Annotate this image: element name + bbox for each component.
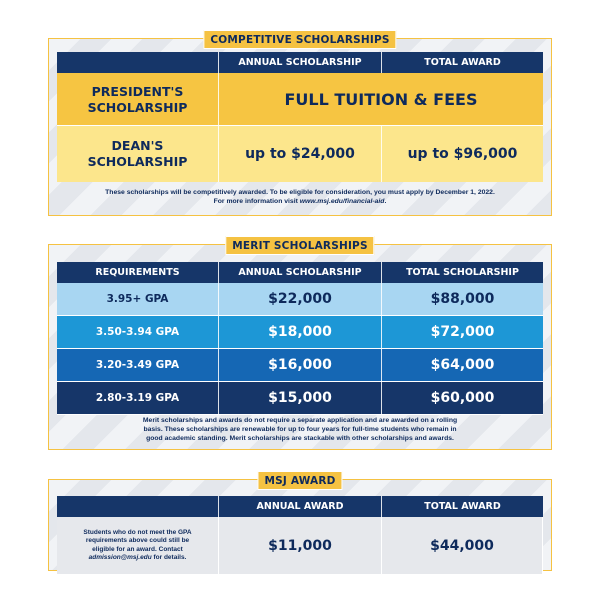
header-annual-award: ANNUAL AWARD	[219, 496, 382, 517]
merit-note	[57, 416, 543, 443]
total-amount: $72,000	[430, 324, 495, 340]
competitive-note-line2	[57, 197, 543, 206]
presidents-scholarship-row	[57, 73, 543, 126]
table-row	[57, 316, 543, 349]
table-header-row	[57, 52, 543, 73]
competitive-scholarships-title: COMPETITIVE SCHOLARSHIPS	[203, 30, 396, 49]
presidents-award: FULL TUITION & FEES	[284, 90, 478, 109]
competitive-note-line1: These scholarships will be competitively awarded. To be eligible for consideration, you must apply by December 1, 2022.	[105, 189, 495, 196]
msj-note-line2: requirements above could still be	[85, 537, 190, 544]
header-total-award: TOTAL AWARD	[424, 57, 501, 68]
header-total-scholarship: TOTAL SCHOLARSHIP	[406, 267, 519, 278]
competitive-note	[57, 188, 543, 206]
merit-scholarships-title: MERIT SCHOLARSHIPS	[225, 236, 374, 255]
gpa-requirement: 3.50-3.94 GPA	[57, 316, 219, 348]
deans-scholarship-name	[57, 126, 219, 182]
total-amount: $60,000	[430, 390, 495, 406]
table-header-row	[57, 262, 543, 283]
deans-total-amount: up to $96,000	[407, 146, 518, 162]
merit-note-line3: good academic standing. Merit scholarships are stackable with other scholarships and awards.	[146, 435, 454, 442]
gpa-requirement: 3.20-3.49 GPA	[57, 349, 219, 381]
table-row	[57, 283, 543, 316]
presidents-name-line1: PRESIDENT'S	[91, 83, 184, 99]
header-requirements: REQUIREMENTS	[57, 262, 219, 283]
merit-scholarships-table	[57, 262, 543, 415]
msj-award-row	[57, 517, 543, 574]
gpa-requirement: 2.80-3.19 GPA	[57, 382, 219, 414]
deans-annual-amount: up to $24,000	[219, 126, 382, 182]
admission-email-link[interactable]: admission@msj.edu	[88, 554, 152, 561]
merit-note-line1: Merit scholarships and awards do not require a separate application and are awarded on a rolling	[142, 417, 458, 424]
msj-award-panel	[48, 475, 552, 571]
competitive-note-prefix: For more information visit	[213, 198, 300, 205]
table-header-row	[57, 496, 543, 517]
competitive-note-suffix: .	[384, 198, 387, 205]
merit-scholarships-panel	[48, 240, 552, 450]
competitive-scholarships-table	[57, 52, 543, 182]
total-amount: $88,000	[430, 291, 495, 307]
presidents-name-line2: SCHOLARSHIP	[87, 99, 188, 115]
msj-annual-amount: $11,000	[219, 517, 382, 574]
header-total-award: TOTAL AWARD	[424, 501, 501, 512]
deans-name-line1: DEAN'S	[111, 138, 164, 153]
annual-amount: $15,000	[219, 382, 382, 414]
msj-eligibility-note	[57, 517, 219, 574]
header-cell-empty	[57, 52, 219, 73]
presidents-scholarship-name	[57, 73, 219, 126]
deans-name-line2: SCHOLARSHIP	[87, 154, 188, 169]
msj-note-line3: eligible for an award. Contact	[92, 545, 183, 553]
financial-aid-link[interactable]: www.msj.edu/financial-aid	[299, 198, 385, 205]
gpa-requirement: 3.95+ GPA	[57, 283, 219, 315]
annual-amount: $16,000	[219, 349, 382, 381]
total-amount: $64,000	[430, 357, 495, 373]
annual-amount: $18,000	[219, 316, 382, 348]
merit-note-line2: basis. These scholarships are renewable for up to four years for full-time students who remain in	[143, 426, 457, 433]
msj-note-line4	[83, 554, 191, 563]
msj-award-table	[57, 496, 543, 574]
msj-total-amount: $44,000	[382, 517, 543, 574]
deans-scholarship-row	[57, 126, 543, 182]
table-row	[57, 382, 543, 415]
header-cell-empty	[57, 496, 219, 517]
msj-note-suffix: for details.	[151, 554, 187, 561]
annual-amount: $22,000	[219, 283, 382, 315]
table-row	[57, 349, 543, 382]
header-annual-scholarship: ANNUAL SCHOLARSHIP	[219, 52, 382, 73]
msj-award-title: MSJ AWARD	[257, 471, 342, 490]
competitive-scholarships-panel	[48, 34, 552, 216]
msj-note-line1: Students who do not meet the GPA	[83, 528, 192, 536]
header-annual-scholarship: ANNUAL SCHOLARSHIP	[219, 262, 382, 283]
